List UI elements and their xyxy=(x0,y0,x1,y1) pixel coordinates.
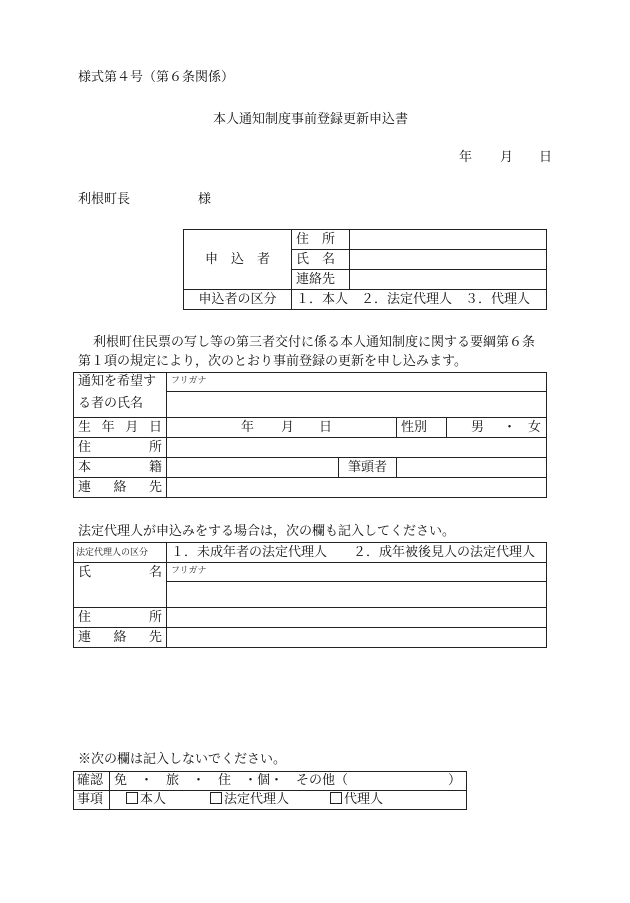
office-checks-cell xyxy=(110,791,467,810)
office-label-1: 確認 xyxy=(74,772,110,791)
person-domicile-field[interactable] xyxy=(167,458,339,478)
person-name-label-1: 通知を希望す xyxy=(74,373,167,392)
sex-male-option[interactable]: 男 xyxy=(471,420,485,435)
person-sex-cell xyxy=(397,418,547,438)
addressee-name: 利根町長 xyxy=(78,192,131,207)
check-agent-label: 代理人 xyxy=(344,792,384,807)
person-name-field[interactable] xyxy=(167,392,547,418)
office-id-close: ） xyxy=(448,773,462,788)
intro-line-2: 第１項の規定により，次のとおり事前登録の更新を申し込みます。 xyxy=(78,354,467,369)
applicant-category-label: 申込者の区分 xyxy=(184,290,292,310)
agent-name-label: 氏 名 xyxy=(74,563,167,608)
agent-furigana-label: フリガナ xyxy=(167,563,547,582)
sex-divider xyxy=(446,418,447,438)
birth-month-label: 月 xyxy=(281,420,295,435)
person-furigana-label: フリガナ xyxy=(167,373,547,392)
form-title: 本人通知制度事前登録更新申込書 xyxy=(213,112,409,127)
person-head-label: 筆頭者 xyxy=(339,458,397,478)
person-contact-field[interactable] xyxy=(167,478,547,498)
checkbox-legal-agent[interactable] xyxy=(210,792,222,804)
agent-category-options[interactable]: １．未成年者の法定代理人 ２．成年被後見人の法定代理人 xyxy=(167,543,547,563)
applicant-label: 申 込 者 xyxy=(184,230,292,290)
person-head-field[interactable] xyxy=(397,458,547,478)
person-domicile-label: 本 籍 xyxy=(74,458,167,478)
applicant-name-label: 氏 名 xyxy=(292,250,350,270)
applicant-address-label: 住 所 xyxy=(292,230,350,250)
checkbox-self[interactable] xyxy=(126,792,138,804)
checkbox-agent[interactable] xyxy=(330,792,342,804)
agent-contact-field[interactable] xyxy=(167,628,547,648)
office-id-types: 免 ・ 旅 ・ 住 ・個・ その他（ xyxy=(114,773,349,788)
intro-line-1: 利根町住民票の写し等の第三者交付に係る本人通知制度に関する要綱第６条 xyxy=(93,335,536,350)
agent-table xyxy=(73,542,547,648)
agent-address-field[interactable] xyxy=(167,608,547,628)
date-year-label: 年 xyxy=(459,150,473,165)
form-number: 様式第４号（第６条関係） xyxy=(78,70,235,85)
applicant-address-field[interactable] xyxy=(350,230,547,250)
person-table xyxy=(73,372,547,498)
applicant-contact-label: 連絡先 xyxy=(292,270,350,290)
agent-note: 法定代理人が申込みをする場合は，次の欄も記入してください。 xyxy=(78,524,456,539)
agent-category-label: 法定代理人の区分 xyxy=(74,543,167,563)
applicant-category-options[interactable]: １．本人 ２．法定代理人 ３．代理人 xyxy=(292,290,547,310)
office-note: ※次の欄は記入しないでください。 xyxy=(78,752,287,767)
agent-contact-label: 連絡先 xyxy=(74,628,167,648)
check-self[interactable] xyxy=(126,792,166,808)
date-month-label: 月 xyxy=(500,150,514,165)
person-name-label-2: る者の氏名 xyxy=(74,392,167,418)
applicant-table xyxy=(183,229,547,310)
check-self-label: 本人 xyxy=(140,792,167,807)
applicant-contact-field[interactable] xyxy=(350,270,547,290)
check-agent[interactable] xyxy=(330,792,383,808)
addressee-honorific: 様 xyxy=(198,192,212,207)
date-day-label: 日 xyxy=(539,150,553,165)
check-legal-agent[interactable] xyxy=(210,792,289,808)
person-address-label: 住 所 xyxy=(74,438,167,458)
applicant-name-field[interactable] xyxy=(350,250,547,270)
person-birth-field[interactable] xyxy=(167,418,397,438)
person-sex-label: 性別 xyxy=(401,420,428,435)
sex-dot: ・ xyxy=(503,420,517,435)
person-contact-label: 連絡先 xyxy=(74,478,167,498)
agent-address-label: 住 所 xyxy=(74,608,167,628)
office-table xyxy=(73,771,467,810)
birth-year-label: 年 xyxy=(241,420,255,435)
check-legal-agent-label: 法定代理人 xyxy=(224,792,290,807)
office-label-2: 事項 xyxy=(74,791,110,810)
sex-female-option[interactable]: 女 xyxy=(528,420,542,435)
person-birth-label: 生年月日 xyxy=(74,418,167,438)
office-id-types-cell xyxy=(110,772,467,791)
agent-name-field[interactable] xyxy=(167,582,547,608)
person-address-field[interactable] xyxy=(167,438,547,458)
birth-day-label: 日 xyxy=(319,420,333,435)
